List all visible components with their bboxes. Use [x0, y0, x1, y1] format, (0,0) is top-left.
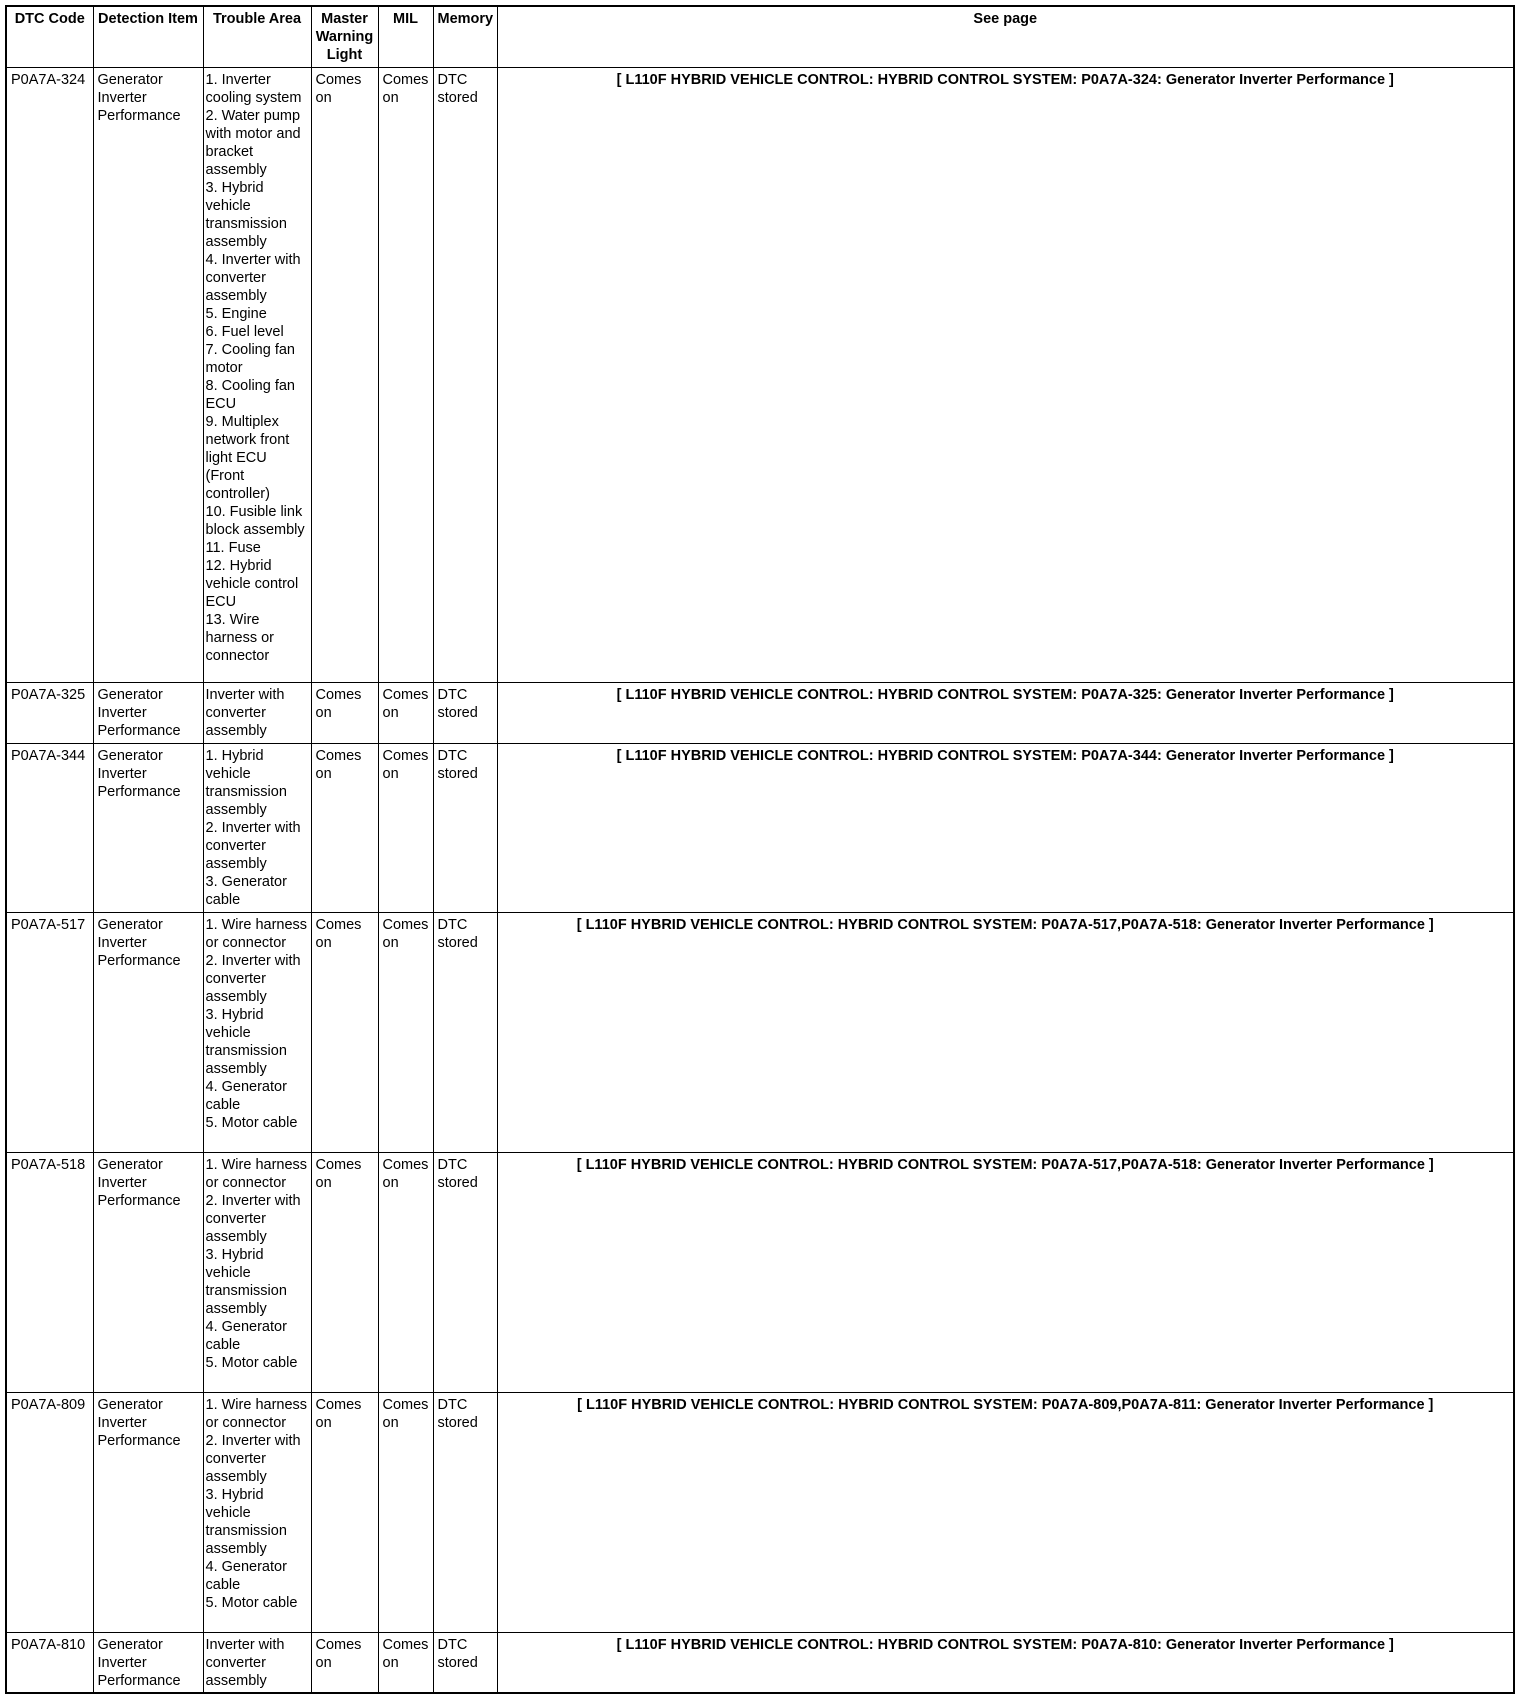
trouble-area-cell: 1. Hybrid vehicle transmission assembly 2. Inverter with converter assembly 3. Generator cable — [203, 743, 311, 912]
master-warning-cell: Comes on — [311, 1152, 378, 1392]
dtc-code-cell: P0A7A-344 — [6, 743, 93, 912]
detection-item-cell: Generator Inverter Performance — [93, 743, 203, 912]
detection-item-cell: Generator Inverter Performance — [93, 1152, 203, 1392]
header-memory: Memory — [433, 6, 497, 67]
trouble-area-cell: 1. Wire harness or connector 2. Inverter with converter assembly 3. Hybrid vehicle transmission assembly 4. Generator cable 5. Motor cable — [203, 912, 311, 1152]
dtc-code-cell: P0A7A-518 — [6, 1152, 93, 1392]
see-page-link[interactable]: [ L110F HYBRID VEHICLE CONTROL: HYBRID CONTROL SYSTEM: P0A7A-325: Generator Inverter Performance ] — [616, 686, 1394, 703]
trouble-area-cell: 1. Wire harness or connector 2. Inverter with converter assembly 3. Hybrid vehicle transmission assembly 4. Generator cable 5. Motor cable — [203, 1392, 311, 1632]
see-page-cell — [497, 1392, 1514, 1632]
table-row — [6, 682, 1514, 743]
mil-cell: Comes on — [378, 1152, 433, 1392]
see-page-link[interactable]: [ L110F HYBRID VEHICLE CONTROL: HYBRID CONTROL SYSTEM: P0A7A-344: Generator Inverter Performance ] — [616, 747, 1394, 764]
trouble-area-cell: Inverter with converter assembly — [203, 1632, 311, 1693]
master-warning-cell: Comes on — [311, 743, 378, 912]
trouble-area-cell: 1. Wire harness or connector 2. Inverter with converter assembly 3. Hybrid vehicle transmission assembly 4. Generator cable 5. Motor cable — [203, 1152, 311, 1392]
see-page-link[interactable]: [ L110F HYBRID VEHICLE CONTROL: HYBRID CONTROL SYSTEM: P0A7A-810: Generator Inverter Performance ] — [616, 1636, 1394, 1653]
header-row — [6, 6, 1514, 67]
master-warning-cell: Comes on — [311, 67, 378, 682]
mil-cell: Comes on — [378, 682, 433, 743]
see-page-cell — [497, 1152, 1514, 1392]
see-page-link[interactable]: [ L110F HYBRID VEHICLE CONTROL: HYBRID CONTROL SYSTEM: P0A7A-517,P0A7A-518: Generator Inverter Performance ] — [576, 1156, 1434, 1173]
mil-cell: Comes on — [378, 67, 433, 682]
trouble-area-cell: Inverter with converter assembly — [203, 682, 311, 743]
mil-cell: Comes on — [378, 743, 433, 912]
memory-cell: DTC stored — [433, 1632, 497, 1693]
memory-cell: DTC stored — [433, 1392, 497, 1632]
detection-item-cell: Generator Inverter Performance — [93, 1632, 203, 1693]
header-master-warning-light: Master Warning Light — [311, 6, 378, 67]
detection-item-cell: Generator Inverter Performance — [93, 67, 203, 682]
see-page-link[interactable]: [ L110F HYBRID VEHICLE CONTROL: HYBRID CONTROL SYSTEM: P0A7A-517,P0A7A-518: Generator Inverter Performance ] — [576, 916, 1434, 933]
table-row — [6, 743, 1514, 912]
header-mil: MIL — [378, 6, 433, 67]
see-page-link[interactable]: [ L110F HYBRID VEHICLE CONTROL: HYBRID CONTROL SYSTEM: P0A7A-324: Generator Inverter Performance ] — [616, 71, 1394, 88]
see-page-cell — [497, 67, 1514, 682]
master-warning-cell: Comes on — [311, 682, 378, 743]
dtc-code-cell: P0A7A-810 — [6, 1632, 93, 1693]
memory-cell: DTC stored — [433, 743, 497, 912]
dtc-table — [5, 5, 1515, 1694]
dtc-code-cell: P0A7A-809 — [6, 1392, 93, 1632]
dtc-code-cell: P0A7A-325 — [6, 682, 93, 743]
mil-cell: Comes on — [378, 1392, 433, 1632]
master-warning-cell: Comes on — [311, 1392, 378, 1632]
header-dtc-code: DTC Code — [6, 6, 93, 67]
master-warning-cell: Comes on — [311, 912, 378, 1152]
table-row — [6, 1392, 1514, 1632]
see-page-cell — [497, 743, 1514, 912]
table-row — [6, 67, 1514, 682]
memory-cell: DTC stored — [433, 1152, 497, 1392]
table-row — [6, 912, 1514, 1152]
detection-item-cell: Generator Inverter Performance — [93, 912, 203, 1152]
header-see-page: See page — [497, 6, 1514, 67]
header-trouble-area: Trouble Area — [203, 6, 311, 67]
see-page-cell — [497, 1632, 1514, 1693]
mil-cell: Comes on — [378, 912, 433, 1152]
table-row — [6, 1152, 1514, 1392]
see-page-link[interactable]: [ L110F HYBRID VEHICLE CONTROL: HYBRID CONTROL SYSTEM: P0A7A-809,P0A7A-811: Generator Inverter Performance ] — [577, 1396, 1434, 1413]
memory-cell: DTC stored — [433, 67, 497, 682]
memory-cell: DTC stored — [433, 682, 497, 743]
see-page-cell — [497, 682, 1514, 743]
detection-item-cell: Generator Inverter Performance — [93, 1392, 203, 1632]
mil-cell: Comes on — [378, 1632, 433, 1693]
memory-cell: DTC stored — [433, 912, 497, 1152]
see-page-cell — [497, 912, 1514, 1152]
detection-item-cell: Generator Inverter Performance — [93, 682, 203, 743]
master-warning-cell: Comes on — [311, 1632, 378, 1693]
dtc-code-cell: P0A7A-324 — [6, 67, 93, 682]
header-detection-item: Detection Item — [93, 6, 203, 67]
dtc-code-cell: P0A7A-517 — [6, 912, 93, 1152]
trouble-area-cell: 1. Inverter cooling system 2. Water pump with motor and bracket assembly 3. Hybrid vehicle transmission assembly 4. Inverter with converter assembly 5. Engine 6. Fuel level 7. Cooling fan motor 8. Cooling fan ECU 9. Multiplex network front light ECU (Front controller) 10. Fusible link block assembly 11. Fuse 12. Hybrid vehicle control ECU 13. Wire harness or connector — [203, 67, 311, 682]
table-row — [6, 1632, 1514, 1693]
